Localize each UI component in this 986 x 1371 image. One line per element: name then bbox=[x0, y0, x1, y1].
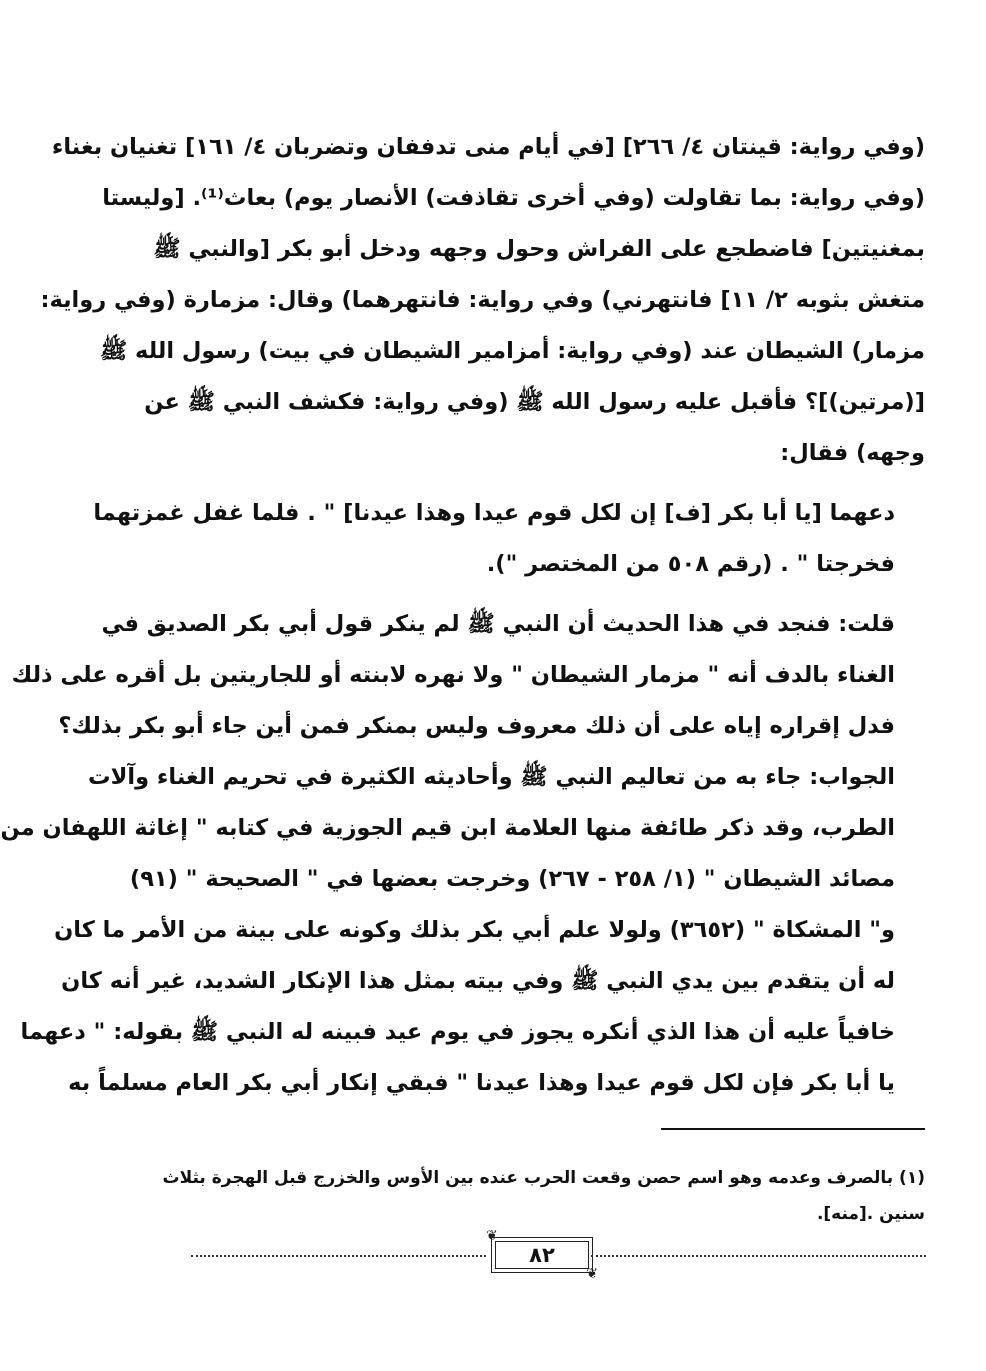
paragraph-2 bbox=[93, 488, 925, 590]
text-line: الغناء بالدف أنه " مزمار الشيطان " ولا نهره لابنته أو للجاريتين بل أقره على ذلك bbox=[11, 662, 895, 688]
text-line: دعهما [يا أبا بكر [ف] إن لكل قوم عيدا وهذا عيدنا] " . فلما غفل غمزتهما bbox=[93, 500, 895, 526]
floral-ornament-icon: ❦ bbox=[486, 1228, 498, 1244]
text-line: الطرب، وقد ذكر طائفة منها العلامة ابن قيم الجوزية في كتابه " إغاثة اللهفان من bbox=[0, 815, 895, 841]
text-line: له أن يتقدم بين يدي النبي ﷺ وفي بيته بمثل هذا الإنكار الشديد، غير أنه كان bbox=[61, 968, 895, 994]
text-line: فدل إقراره إياه على أن ذلك معروف وليس بمنكر فمن أين جاء أبو بكر بذلك؟ bbox=[58, 713, 895, 739]
text-line: قلت: فنجد في هذا الحديث أن النبي ﷺ لم ينكر قول أبي بكر الصديق في bbox=[101, 611, 895, 637]
text-line: فخرجتا " . (رقم ٥٠٨ من المختصر "). bbox=[486, 551, 895, 577]
page-footer bbox=[191, 1228, 926, 1282]
dotted-rule-right bbox=[591, 1255, 926, 1257]
dotted-rule-left bbox=[191, 1255, 486, 1257]
text-line: وجهه) فقال: bbox=[780, 440, 925, 466]
text-line: خافياً عليه أن هذا الذي أنكره يجوز في يوم عيد فبينه له النبي ﷺ بقوله: " دعهما bbox=[20, 1019, 895, 1045]
text-line: متغش بثوبه ٢/ ١١] فانتهرني) وفي رواية: فانتهرهما) وقال: مزمارة (وفي رواية: bbox=[40, 287, 925, 313]
text-line: (وفي رواية: بما تقاولت (وفي أخرى تقاذفت) الأنصار يوم) بعاث⁽¹⁾. [وليستا bbox=[102, 185, 925, 211]
text-line: مزمار) الشيطان عند (وفي رواية: أمزامير الشيطان في بيت) رسول الله ﷺ bbox=[100, 338, 925, 364]
floral-ornament-icon: ❦ bbox=[586, 1266, 598, 1282]
footnote-divider bbox=[661, 1128, 925, 1130]
paragraph-3 bbox=[0, 599, 925, 1109]
text-line: و" المشكاة " (٣٦٥٢) ولولا علم أبي بكر بذلك وكونه على بينة من الأمر ما كان bbox=[54, 917, 895, 943]
text-line: بمغنيتين] فاضطجع على الفراش وحول وجهه ودخل أبو بكر [والنبي ﷺ bbox=[153, 236, 925, 262]
text-line: (وفي رواية: قينتان ٤/ ٢٦٦] [في أيام منى تدففان وتضربان ٤/ ١٦١] تغنيان بغناء bbox=[51, 134, 925, 160]
footnote-line: سنين .[منه]. bbox=[816, 1204, 925, 1224]
text-line: الجواب: جاء به من تعاليم النبي ﷺ وأحاديثه الكثيرة في تحريم الغناء وآلات bbox=[88, 764, 895, 790]
text-line: مصائد الشيطان " (١/ ٢٥٨ - ٢٦٧) وخرجت بعضها في " الصحيحة " (٩١) bbox=[129, 866, 895, 892]
footnote bbox=[162, 1160, 925, 1232]
page-number: ٨٢ bbox=[529, 1243, 555, 1267]
text-line: [(مرتين)]؟ فأقبل عليه رسول الله ﷺ (وفي رواية: فكشف النبي ﷺ عن bbox=[144, 389, 925, 415]
footnote-line: (١) بالصرف وعدمه وهو اسم حصن وقعت الحرب عنده بين الأوس والخزرج قبل الهجرة بثلاث bbox=[162, 1168, 925, 1188]
main-text bbox=[0, 122, 925, 1109]
paragraph-1 bbox=[40, 122, 925, 479]
text-line: يا أبا بكر فإن لكل قوم عيدا وهذا عيدنا " فبقي إنكار أبي بكر العام مسلماً به bbox=[68, 1070, 895, 1096]
page-number-frame bbox=[486, 1228, 598, 1282]
